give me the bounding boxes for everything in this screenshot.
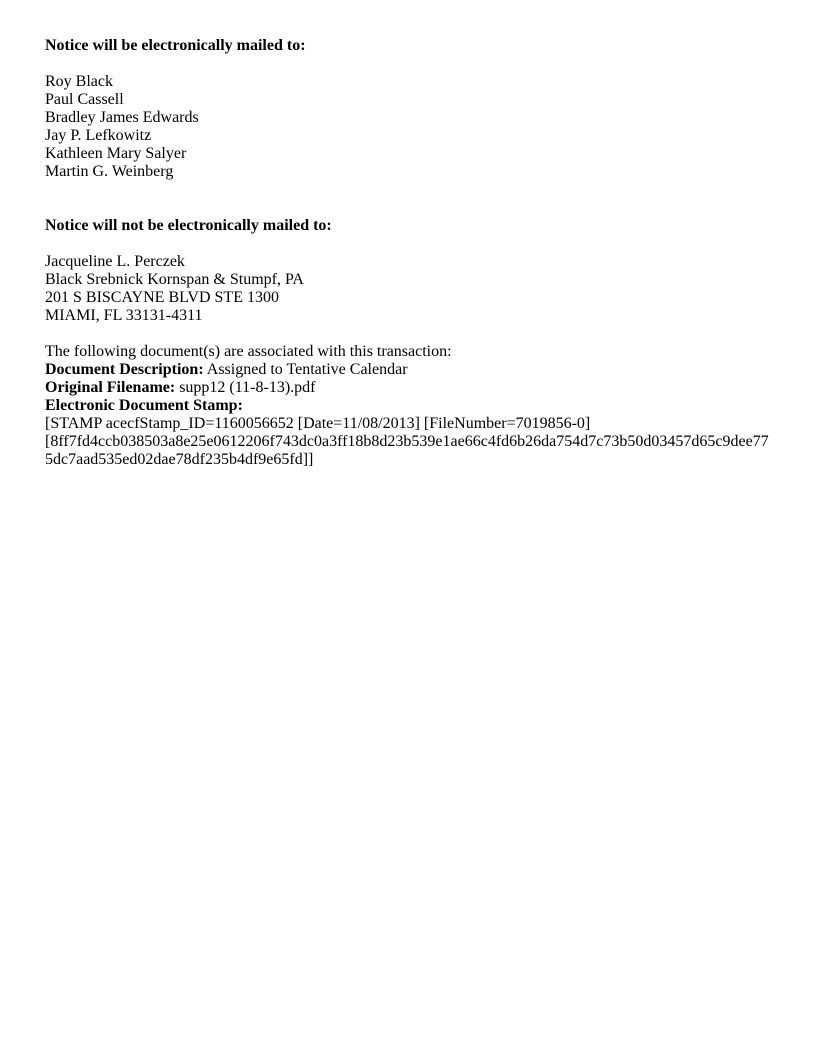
spacer <box>45 235 785 253</box>
recipient-name: Kathleen Mary Salyer <box>45 145 187 162</box>
stamp-line: [8ff7fd4ccb038503a8e25e0612206f743dc0a3ff18b8d23b539e1ae66c4fd6b26da754d7c73b50d03457d65c9dee77 <box>45 433 769 450</box>
spacer <box>45 181 785 217</box>
original-filename-label: Original Filename: <box>45 379 176 396</box>
recipient-name: Jay P. Lefkowitz <box>45 127 152 144</box>
address-line: Jacqueline L. Perczek <box>45 253 185 270</box>
non-electronic-notice-heading: Notice will not be electronically mailed to: <box>45 217 332 234</box>
address-line: 201 S BISCAYNE BLVD STE 1300 <box>45 289 279 306</box>
recipient-name: Roy Black <box>45 73 113 90</box>
original-filename-value: supp12 (11-8-13).pdf <box>175 379 316 396</box>
stamp-line: [STAMP acecfStamp_ID=1160056652 [Date=11/08/2013] [FileNumber=7019856-0] <box>45 415 591 432</box>
recipient-name: Martin G. Weinberg <box>45 163 174 180</box>
address-line: Black Srebnick Kornspan & Stumpf, PA <box>45 271 304 288</box>
stamp-line: 5dc7aad535ed02dae78df235b4df9e65fd]] <box>45 451 314 468</box>
document-description-row <box>45 361 785 379</box>
electronic-notice-heading: Notice will be electronically mailed to: <box>45 37 306 54</box>
recipient-name: Bradley James Edwards <box>45 109 199 126</box>
documents-intro: The following document(s) are associated with this transaction: <box>45 343 452 360</box>
address-line: MIAMI, FL 33131-4311 <box>45 307 203 324</box>
document-details <box>45 343 785 469</box>
document-description-label: Document Description: <box>45 361 204 378</box>
original-filename-row <box>45 379 785 397</box>
spacer <box>45 55 785 73</box>
mailing-address <box>45 253 785 325</box>
electronic-stamp-label: Electronic Document Stamp: <box>45 397 243 414</box>
notice-document <box>45 37 785 469</box>
spacer <box>45 325 785 343</box>
recipient-name: Paul Cassell <box>45 91 124 108</box>
electronic-recipient-list <box>45 73 785 181</box>
document-description-value: Assigned to Tentative Calendar <box>203 361 408 378</box>
